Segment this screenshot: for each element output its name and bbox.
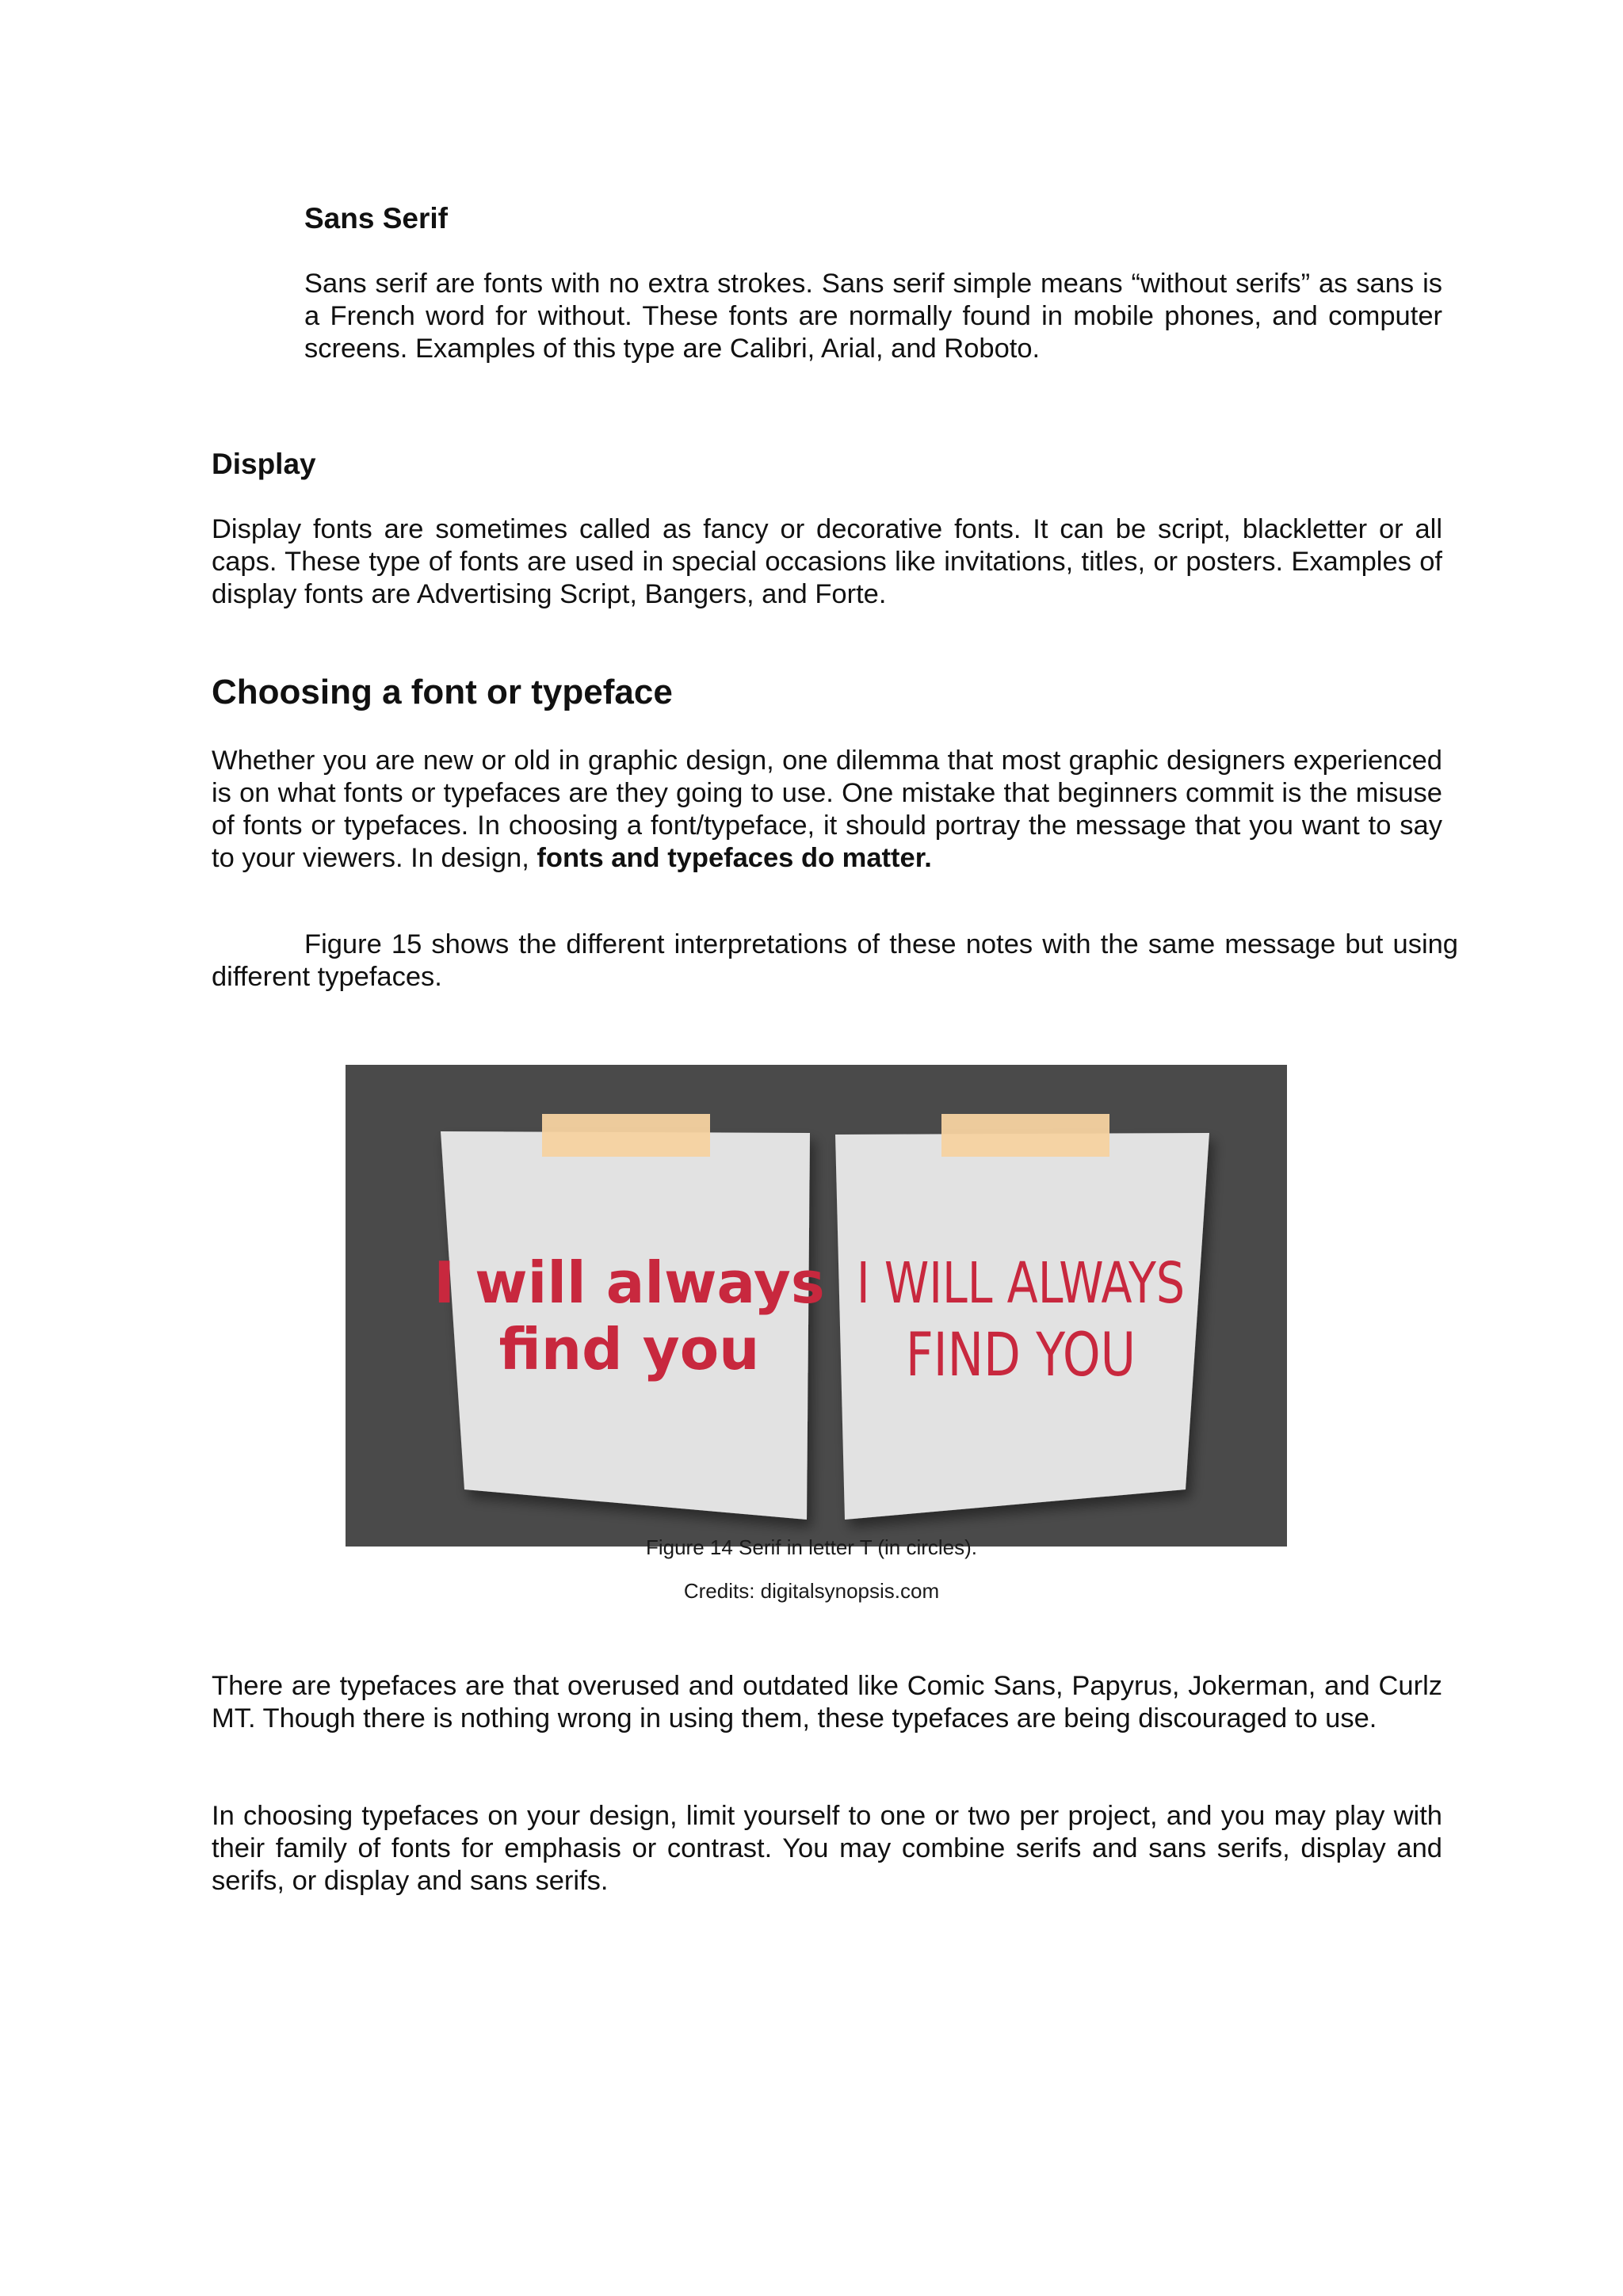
sticky-notes-illustration	[346, 1065, 1287, 1547]
sans-serif-heading: Sans Serif	[304, 202, 448, 235]
right-sticky-note	[835, 1114, 1209, 1520]
choosing-paragraph-emphasis: fonts and typefaces do matter.	[537, 843, 932, 873]
right-note-line1: I WILL ALWAYS	[856, 1250, 1186, 1317]
left-sticky-note	[433, 1114, 824, 1520]
right-note-line2: FIND YOU	[905, 1320, 1136, 1390]
choosing-paragraph-text: Whether you are new or old in graphic design, one dilemma that most graphic designers experienced is on what fonts or typefaces are they going to use. One mistake that beginners commit is the misuse of fonts or typefaces. In choosing a font/typeface, it should portray the message that you want to say to your viewers. In design,	[212, 746, 1442, 873]
sans-serif-paragraph: Sans serif are fonts with no extra strokes. Sans serif simple means “without serifs” as sans is a French word for without. These fonts are normally found in mobile phones, and computer screens. Examples of this type are Calibri, Arial, and Roboto.	[304, 269, 1442, 364]
sticky-notes-figure	[346, 1065, 1287, 1547]
choosing-heading: Choosing a font or typeface	[212, 673, 673, 711]
figure-intro-paragraph: Figure 15 shows the different interpretations of these notes with the same message but using different typefaces.	[212, 929, 1458, 992]
figure-credits: Credits: digitalsynopsis.com	[683, 1579, 940, 1603]
left-note-tape	[542, 1114, 710, 1157]
choosing-paragraph	[212, 745, 1442, 875]
left-note-line1: I will always	[433, 1249, 825, 1316]
limit-typefaces-paragraph: In choosing typefaces on your design, limit yourself to one or two per project, and you may play with their family of fonts for emphasis or contrast. You may combine serifs and sans serifs, display and serifs, or display and sans serifs.	[212, 1801, 1442, 1896]
left-note-line2: find you	[498, 1316, 760, 1383]
right-note-tape	[941, 1114, 1109, 1157]
overused-typefaces-paragraph: There are typefaces are that overused and outdated like Comic Sans, Papyrus, Jokerman, and Curlz MT. Though there is nothing wrong in using them, these typefaces are being discouraged to use.	[212, 1671, 1442, 1733]
display-paragraph: Display fonts are sometimes called as fancy or decorative fonts. It can be script, blackletter or all caps. These type of fonts are used in special occasions like invitations, titles, or posters. Examples of display fonts are Advertising Script, Bangers, and Forte.	[212, 514, 1442, 609]
figure-caption: Figure 14 Serif in letter T (in circles).	[645, 1535, 978, 1559]
display-heading: Display	[212, 448, 316, 480]
